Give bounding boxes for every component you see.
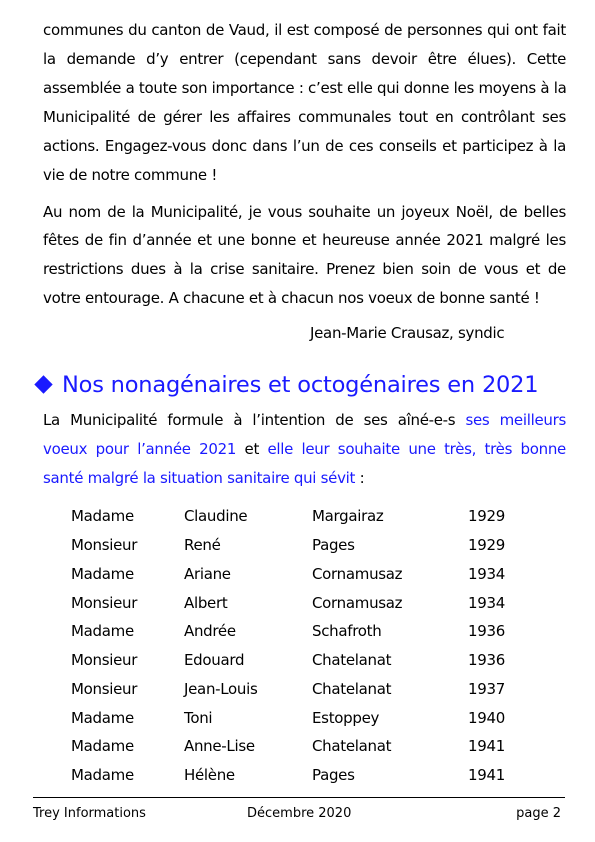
person-last-name: Pages	[312, 766, 355, 784]
footer-divider	[33, 797, 565, 798]
wishes-paragraph	[43, 203, 566, 313]
person-first-name: René	[184, 536, 221, 554]
section-intro	[43, 411, 566, 491]
person-first-name: Albert	[184, 594, 228, 612]
person-title: Madame	[71, 565, 134, 583]
table-row	[0, 565, 595, 585]
person-title: Monsieur	[71, 651, 138, 669]
person-title: Madame	[71, 766, 134, 784]
person-first-name: Claudine	[184, 507, 248, 525]
person-last-name: Estoppey	[312, 709, 380, 727]
footer-page-number: page 2	[516, 806, 561, 821]
person-last-name: Schafroth	[312, 622, 382, 640]
person-first-name: Toni	[184, 709, 213, 727]
person-birth-year: 1936	[468, 651, 505, 669]
person-first-name: Hélène	[184, 766, 235, 784]
signature: Jean-Marie Crausaz, syndic	[310, 324, 505, 342]
person-first-name: Ariane	[184, 565, 231, 583]
table-row	[0, 622, 595, 642]
wishes-line: Au nom de la Municipalité, je vous souhaite un joyeux Noël, de belles	[43, 203, 566, 221]
person-last-name: Cornamusaz	[312, 594, 403, 612]
person-last-name: Margairaz	[312, 507, 384, 525]
person-title: Madame	[71, 622, 134, 640]
person-last-name: Pages	[312, 536, 355, 554]
person-birth-year: 1937	[468, 680, 505, 698]
section-intro-line: La Municipalité formule à l’intention de ses aîné-e-s ses meilleurs	[43, 411, 566, 429]
person-title: Madame	[71, 507, 134, 525]
person-last-name: Cornamusaz	[312, 565, 403, 583]
section-intro-line: santé malgré la situation sanitaire qui sévit :	[43, 469, 365, 487]
person-birth-year: 1941	[468, 737, 505, 755]
person-first-name: Edouard	[184, 651, 245, 669]
section-heading	[34, 372, 538, 398]
intro-line: communes du canton de Vaud, il est composé de personnes qui ont fait	[43, 21, 566, 39]
person-last-name: Chatelanat	[312, 680, 392, 698]
person-title: Madame	[71, 737, 134, 755]
intro-line: actions. Engagez-vous donc dans l’un de ces conseils et participez à la	[43, 137, 566, 155]
footer-date: Décembre 2020	[247, 806, 352, 821]
wishes-line: fêtes de fin d’année et une bonne et heureuse année 2021 malgré les	[43, 231, 566, 249]
person-first-name: Anne-Lise	[184, 737, 255, 755]
intro-paragraph	[43, 21, 566, 191]
person-title: Monsieur	[71, 680, 138, 698]
table-row	[0, 594, 595, 614]
person-first-name: Jean-Louis	[184, 680, 258, 698]
person-title: Monsieur	[71, 536, 138, 554]
person-birth-year: 1934	[468, 594, 505, 612]
person-title: Madame	[71, 709, 134, 727]
table-row	[0, 737, 595, 757]
table-row	[0, 651, 595, 671]
person-birth-year: 1929	[468, 507, 505, 525]
person-first-name: Andrée	[184, 622, 236, 640]
person-last-name: Chatelanat	[312, 737, 392, 755]
person-birth-year: 1941	[468, 766, 505, 784]
intro-line: assemblée a toute son importance : c’est elle qui donne les moyens à la	[43, 79, 567, 97]
table-row	[0, 766, 595, 786]
person-birth-year: 1934	[468, 565, 505, 583]
person-title: Monsieur	[71, 594, 138, 612]
table-row	[0, 536, 595, 556]
table-row	[0, 680, 595, 700]
wishes-line: restrictions dues à la crise sanitaire. Prenez bien soin de vous et de	[43, 260, 566, 278]
section-intro-line: voeux pour l’année 2021 et elle leur souhaite une très, très bonne	[43, 440, 566, 458]
footer-publication: Trey Informations	[33, 806, 146, 821]
intro-line: vie de notre commune !	[43, 166, 218, 184]
intro-line: la demande d’y entrer (cependant sans devoir être élues). Cette	[43, 50, 566, 68]
table-row	[0, 709, 595, 729]
person-last-name: Chatelanat	[312, 651, 392, 669]
person-birth-year: 1940	[468, 709, 505, 727]
wishes-line: votre entourage. A chacune et à chacun nos voeux de bonne santé !	[43, 289, 540, 307]
diamond-bullet-icon	[34, 375, 52, 393]
table-row	[0, 507, 595, 527]
person-birth-year: 1929	[468, 536, 505, 554]
person-birth-year: 1936	[468, 622, 505, 640]
intro-line: Municipalité de gérer les affaires communales tout en contrôlant ses	[43, 108, 566, 126]
section-title: Nos nonagénaires et octogénaires en 2021	[62, 372, 539, 398]
